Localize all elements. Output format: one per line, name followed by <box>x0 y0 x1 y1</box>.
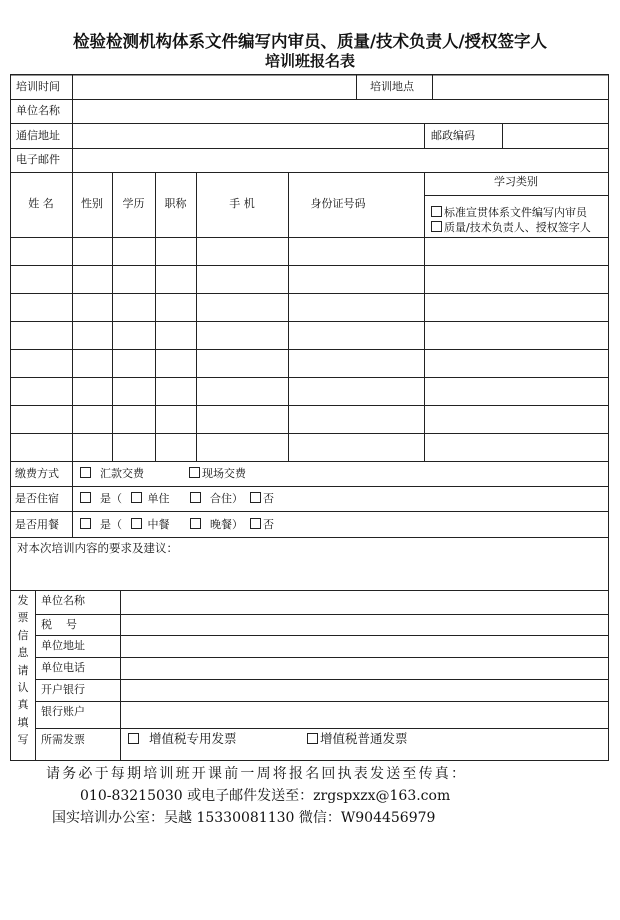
col-position-header: 职称 <box>164 197 187 210</box>
lodging-option-no[interactable] <box>250 492 274 506</box>
invoice-option-special[interactable] <box>128 732 236 746</box>
address-label: 通信地址 <box>16 129 60 142</box>
training-place-label: 培训地点 <box>370 80 414 93</box>
meal-option-lunch[interactable] <box>131 518 170 532</box>
meal-label: 是否用餐 <box>15 518 59 531</box>
payment-option-transfer[interactable] <box>80 467 144 481</box>
checkbox-icon <box>189 467 200 478</box>
checkbox-icon <box>131 518 142 529</box>
checkbox-icon <box>431 221 442 232</box>
footer-fax-email: 010-83215030 或电子邮件发送至：zrgspxzx@163.com <box>80 788 451 804</box>
lodging-option-single[interactable] <box>131 492 170 506</box>
meal-option-no[interactable] <box>250 518 274 532</box>
payment-option-onsite[interactable] <box>189 467 246 481</box>
col-name-header: 姓 名 <box>28 197 54 210</box>
checkbox-icon <box>190 518 201 529</box>
footer-instruction: 请务必于每期培训班开课前一周将报名回执表发送至传真： <box>46 766 468 782</box>
col-category-header: 学习类别 <box>494 175 538 188</box>
lodging-single-label: 单住 <box>147 492 170 505</box>
meal-dinner-label: 晚餐） <box>210 518 243 531</box>
checkbox-icon <box>307 733 318 744</box>
category-option-quality-label: 质量/技术负责人、授权签字人 <box>444 221 591 234</box>
meal-option-yes[interactable] <box>80 518 122 532</box>
category-option-quality[interactable] <box>431 221 591 235</box>
meal-lunch-label: 中餐 <box>147 518 170 531</box>
payment-option-onsite-label: 现场交费 <box>202 467 246 480</box>
email-label: 电子邮件 <box>16 153 60 166</box>
meal-yes-label: 是（ <box>100 518 122 531</box>
invoice-bank-label: 开户银行 <box>41 683 85 696</box>
suggestion-label: 对本次培训内容的要求及建议： <box>17 541 178 555</box>
checkbox-icon <box>190 492 201 503</box>
lodging-option-shared[interactable] <box>190 492 243 506</box>
form-subtitle: 培训班报名表 <box>264 52 355 70</box>
lodging-no-label: 否 <box>263 492 274 505</box>
lodging-option-yes[interactable] <box>80 492 122 506</box>
company-name-label: 单位名称 <box>16 104 60 117</box>
checkbox-icon <box>80 467 91 478</box>
invoice-address-label: 单位地址 <box>41 639 85 652</box>
invoice-phone-label: 单位电话 <box>41 661 85 674</box>
invoice-option-special-label: 增值税专用发票 <box>148 731 237 746</box>
lodging-label: 是否住宿 <box>15 492 59 505</box>
col-education-header: 学历 <box>122 197 145 210</box>
footer-contact: 国实培训办公室：吴越 15330081130 微信：W904456979 <box>52 810 436 826</box>
checkbox-icon <box>250 518 261 529</box>
category-option-auditor-label: 标准宣贯体系文件编写内审员 <box>444 206 587 219</box>
checkbox-icon <box>431 206 442 217</box>
payment-label: 缴费方式 <box>15 467 59 480</box>
checkbox-icon <box>131 492 142 503</box>
invoice-option-normal[interactable] <box>307 732 408 746</box>
meal-option-dinner[interactable] <box>190 518 243 532</box>
checkbox-icon <box>128 733 139 744</box>
invoice-option-normal-label: 增值税普通发票 <box>320 731 408 746</box>
form-title: 检验检测机构体系文件编写内审员、质量/技术负责人/授权签字人 <box>72 32 548 51</box>
col-mobile-header: 手 机 <box>229 197 255 210</box>
invoice-type-label: 所需发票 <box>41 733 85 746</box>
col-id-header: 身份证号码 <box>310 197 366 210</box>
invoice-taxno-label: 税 号 <box>41 618 77 631</box>
lodging-shared-label: 合住） <box>210 492 243 505</box>
invoice-side-label: 发票信息请认真填写 <box>17 594 29 747</box>
training-time-label: 培训时间 <box>16 80 60 93</box>
checkbox-icon <box>250 492 261 503</box>
payment-option-transfer-label: 汇款交费 <box>100 467 144 480</box>
invoice-account-label: 银行账户 <box>41 705 85 718</box>
checkbox-icon <box>80 518 91 529</box>
col-gender-header: 性别 <box>81 197 103 210</box>
postcode-label: 邮政编码 <box>431 129 475 142</box>
checkbox-icon <box>80 492 91 503</box>
invoice-company-label: 单位名称 <box>41 594 85 607</box>
lodging-yes-label: 是（ <box>100 492 122 505</box>
meal-no-label: 否 <box>263 518 274 531</box>
category-option-auditor[interactable] <box>431 206 587 220</box>
